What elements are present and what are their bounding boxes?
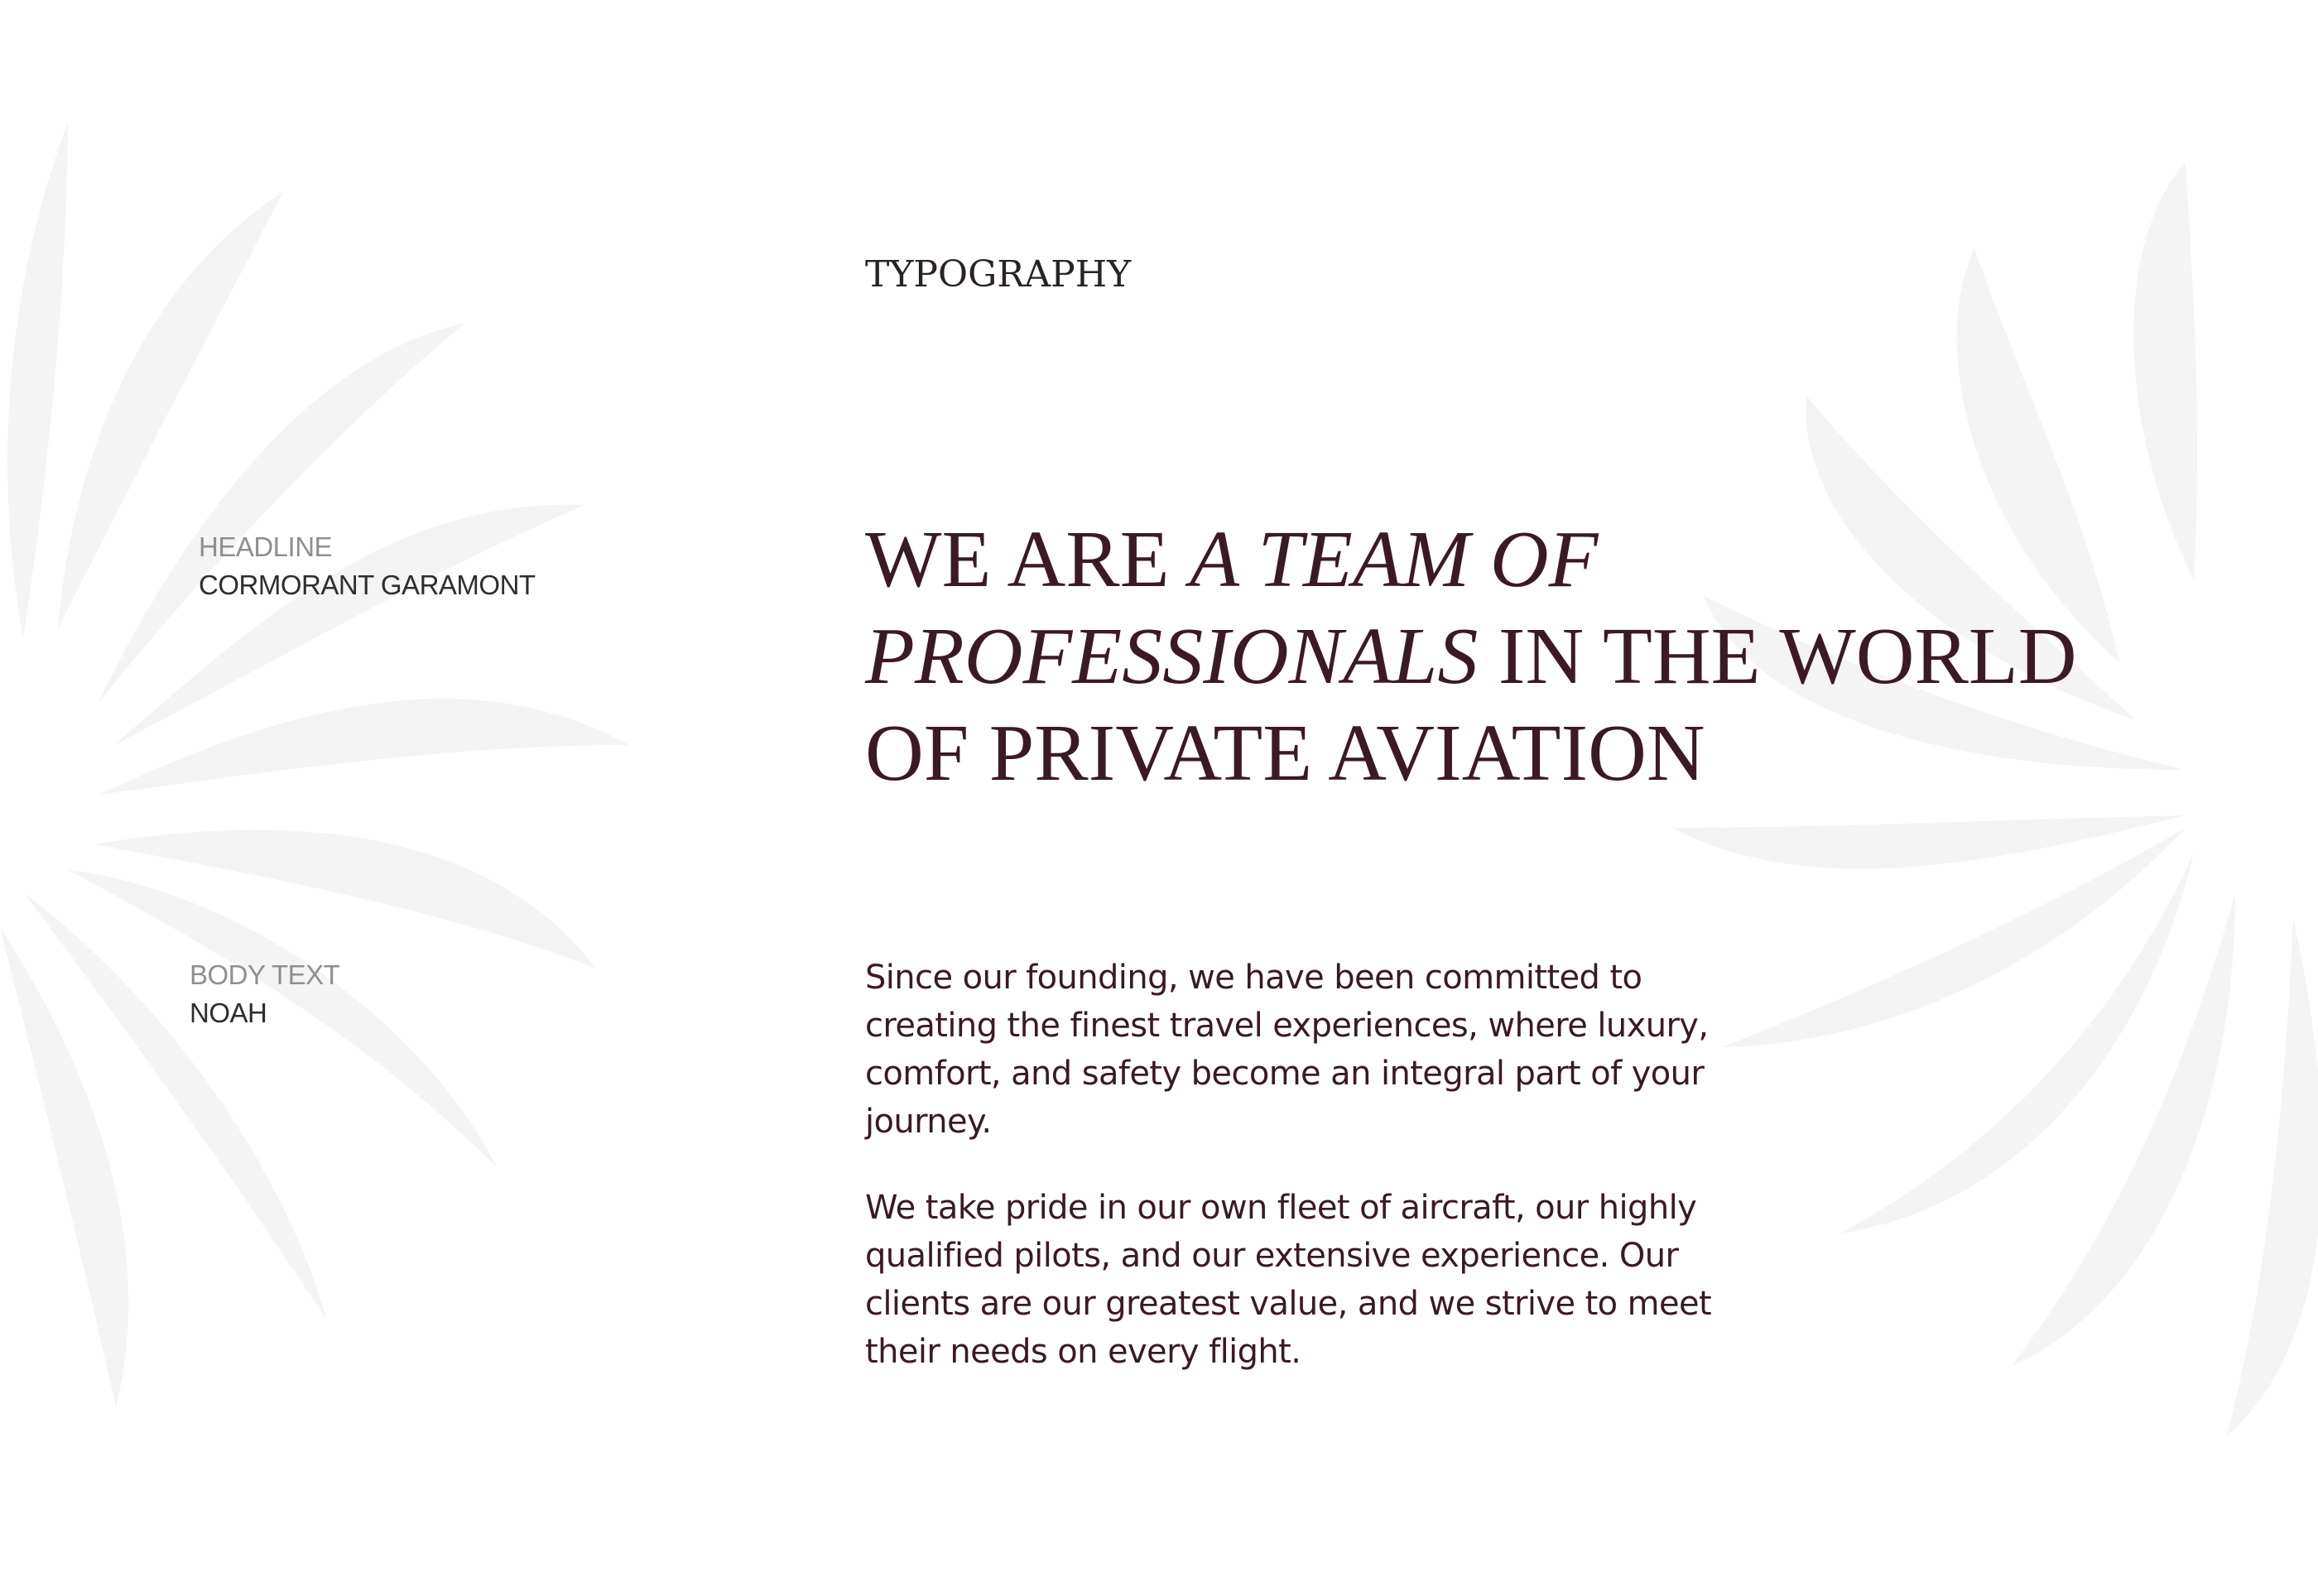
headline-italic-part: A TEAM OF PROFESSIONALS — [865, 515, 1599, 701]
leaf-shape — [1672, 815, 2186, 868]
headline-spec-font: CORMORANT GARAMONT — [199, 570, 536, 600]
body-spec-title: BODY TEXT — [190, 959, 340, 990]
leaf-shape — [2227, 919, 2318, 1436]
headline-part-3: IN THE WORLD OF PRIVATE AVIATION — [865, 612, 2077, 798]
headline-spec-title: HEADLINE — [199, 531, 333, 562]
sample-body-text — [865, 954, 1767, 1376]
headline-part-1: WE ARE — [865, 515, 1190, 604]
body-paragraph-2: We take pride in our own fleet of aircraft, our highly qualified pilots, and our extensive experience. Our clients are our greatest value, and we strive to meet their needs on every flight. — [865, 1189, 1712, 1371]
section-label: TYPOGRAPHY — [865, 253, 1132, 296]
body-paragraph-1: Since our founding, we have been committed to creating the finest travel experiences, where luxury, comfort, and safety become an integral part of your journey. — [865, 959, 1709, 1141]
body-spec-font: NOAH — [190, 997, 267, 1028]
body-font-spec — [190, 956, 339, 1032]
leaf-shape — [99, 699, 629, 795]
leaf-shape — [7, 123, 68, 637]
sample-headline — [865, 512, 2157, 802]
headline-font-spec — [199, 528, 536, 604]
leaf-shape — [2012, 894, 2235, 1366]
